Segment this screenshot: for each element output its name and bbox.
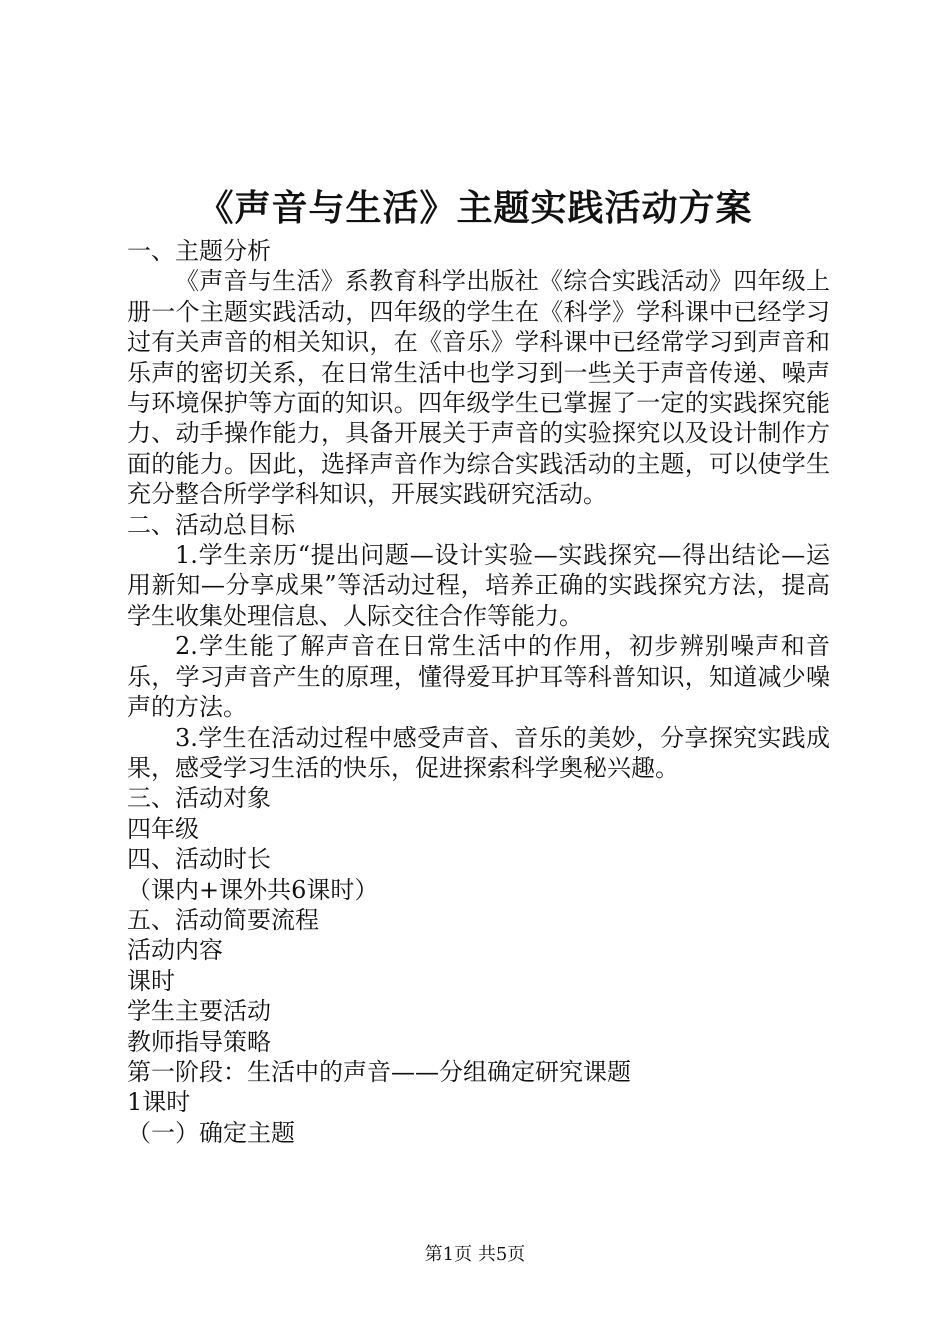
flow-table-header: 课时 [127,966,175,995]
section-heading-activity-duration: 四、活动时长 [127,845,271,874]
goal-item: 1.学生亲历“提出问题—设计实验—实践探究—得出结论—运用新知—分享成果”等活动过程，培养正确的实践探究方法，提高学生收集处理信息、人际交往合作等能力。 [127,541,830,630]
stage-one-item: （一）确定主题 [127,1118,295,1147]
flow-table-header: 学生主要活动 [127,997,271,1026]
flow-table-header: 活动内容 [127,936,223,965]
section-heading-activity-target: 三、活动对象 [127,784,271,813]
document-title: 《声音与生活》主题实践活动方案 [197,187,753,229]
section-heading-activity-flow: 五、活动简要流程 [127,905,319,934]
stage-one-title: 第一阶段：生活中的声音——分组确定研究课题 [127,1057,631,1086]
goal-item: 3.学生在活动过程中感受声音、音乐的美妙，分享探究实践成果，感受学习生活的快乐，促进探索科学奥秘兴趣。 [127,723,830,782]
section-heading-theme-analysis: 一、主题分析 [127,237,271,265]
section-heading-overall-goals: 二、活动总目标 [127,510,295,539]
activity-duration-value: （课内+课外共6课时） [127,875,379,904]
goal-item: 2.学生能了解声音在日常生活中的作用，初步辨别噪声和音乐，学习声音产生的原理，懂得爱耳护耳等科普知识，知道减少噪声的方法。 [127,632,830,722]
page-footer: 第1页 共5页 [424,1244,526,1265]
stage-one-hours: 1课时 [127,1088,191,1117]
theme-analysis-paragraph: 《声音与生活》系教育科学出版社《综合实践活动》四年级上册一个主题实践活动，四年级的学生在《科学》学科课中已经学习过有关声音的相关知识，在《音乐》学科课中已经常学习到声音和乐声的密切关系，在日常生活中也学习到一些关于声音传递、噪声与环境保护等方面的知识。四年级学生已掌握了一定的实践探究能力、动手操作能力，具备开展关于声音的实验探究以及设计制作方面的能力。因此，选择声音作为综合实践活动的主题，可以使学生充分整合所学学科知识，开展实践研究活动。 [127,267,830,509]
document-body [127,236,830,1148]
activity-target-value: 四年级 [127,814,199,843]
flow-table-header: 教师指导策略 [127,1027,271,1056]
